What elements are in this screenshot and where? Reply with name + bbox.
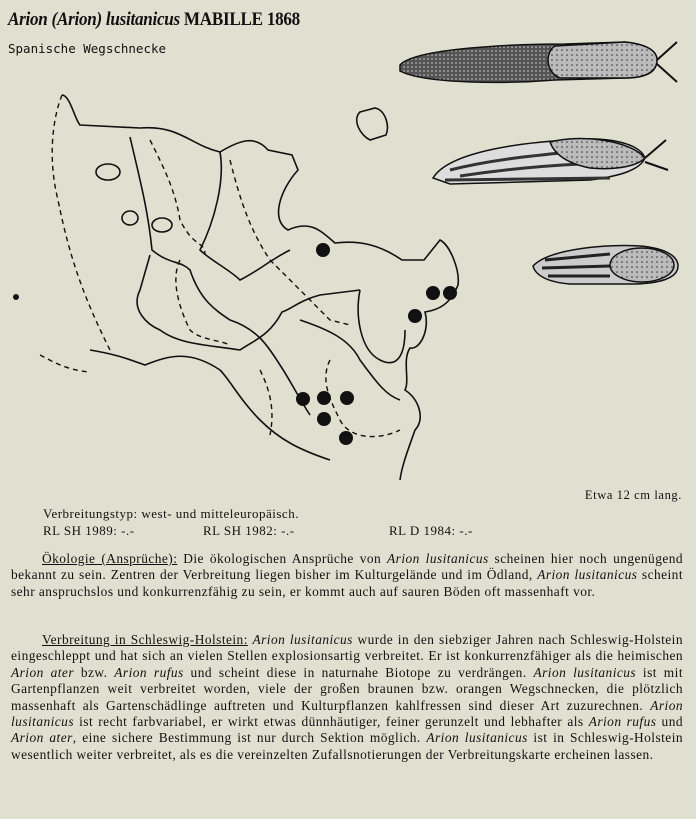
- text-run: scheint sehr anspruchslos und konkurrenzfähig zu sein, er kommt auch auf sauren Böden oft massenhaft vor.: [11, 567, 683, 599]
- text-run: ist mit Gartenpflanzen weit verbreitet worden, viele der großen braunen bzw. orangen Wegschnecken, die plötzlich massenhaft als Gartenschädlinge auftreten und Kulturpflanzen kahlfressen sind dieser Art zuzurechnen.: [11, 664, 684, 713]
- text-run: bzw.: [73, 664, 115, 680]
- ecology-paragraph: [11, 551, 683, 600]
- species-reference: Arion ater: [11, 664, 74, 680]
- species-name: Arion (Arion) lusitanicus: [8, 9, 180, 30]
- species-reference: Arion rufus: [114, 664, 184, 680]
- ecology-heading: Ökologie (Ansprüche):: [42, 551, 178, 566]
- slug-illustration-juvenile: [530, 240, 690, 290]
- distribution-text: [11, 632, 683, 762]
- species-reference: Arion lusitanicus: [11, 697, 683, 730]
- meta-block: [43, 505, 473, 539]
- species-reference: Arion rufus: [588, 714, 657, 730]
- red-list-label: RL SH 1982:: [203, 523, 278, 538]
- text-run: ist in Schleswig-Holstein wesentlich weiter verbreitet, als es die vereinzelten Zufallsnotierungen der Verbreitungskarte ercheinen lassen.: [11, 730, 684, 762]
- species-reference: Arion lusitanicus: [252, 632, 353, 647]
- distribution-paragraph: [11, 632, 683, 763]
- distribution-type: Verbreitungstyp: west- und mitteleuropäisch.: [43, 506, 299, 521]
- stray-dot: [13, 294, 19, 300]
- red-list-row: [43, 522, 473, 539]
- red-list-d-1984: [389, 522, 473, 539]
- species-reference: Arion ater: [11, 730, 73, 746]
- text-run: scheinen hier noch ungenügend bekannt zu sein. Zentren der Verbreitung liegen bisher im Kulturgelände und im Ödland,: [11, 551, 684, 583]
- red-list-sh-1989: [43, 522, 163, 539]
- text-run: und scheint diese in naturnahe Biotope zu verdrängen.: [183, 664, 534, 680]
- red-list-value: -.-: [121, 523, 135, 538]
- red-list-sh-1982: [163, 522, 389, 539]
- species-author: MABILLE 1868: [183, 9, 300, 30]
- red-list-value: -.-: [459, 523, 473, 538]
- distribution-heading: Verbreitung in Schleswig-Holstein:: [42, 632, 248, 647]
- species-reference: Arion lusitanicus: [387, 551, 489, 566]
- text-run: wurde in den siebziger Jahren nach Schleswig-Holstein eingeschleppt und hat sich an vielen Stellen explosionsartig verbreitet. Er ist konkurrenzfähiger als die heimischen: [11, 632, 683, 664]
- red-list-label: RL SH 1989:: [43, 523, 118, 538]
- species-title: [8, 9, 300, 31]
- text-run: und: [656, 714, 683, 730]
- red-list-value: -.-: [281, 523, 295, 538]
- size-note: Etwa 12 cm lang.: [584, 488, 682, 502]
- text-run: ist recht farbvariabel, er wirkt etwas dünnhäutiger, feiner gerunzelt und lebhafter als: [73, 714, 589, 730]
- species-reference: Arion lusitanicus: [533, 664, 637, 680]
- distribution-map: [30, 80, 500, 480]
- species-reference: Arion lusitanicus: [426, 730, 528, 746]
- red-list-label: RL D 1984:: [389, 523, 456, 538]
- text-run: , eine sichere Bestimmung ist nur durch Sektion möglich.: [72, 730, 427, 746]
- text-run: Die ökologischen Ansprüche von: [177, 551, 388, 566]
- common-name: Spanische Wegschnecke: [8, 41, 167, 56]
- species-reference: Arion lusitanicus: [537, 567, 638, 583]
